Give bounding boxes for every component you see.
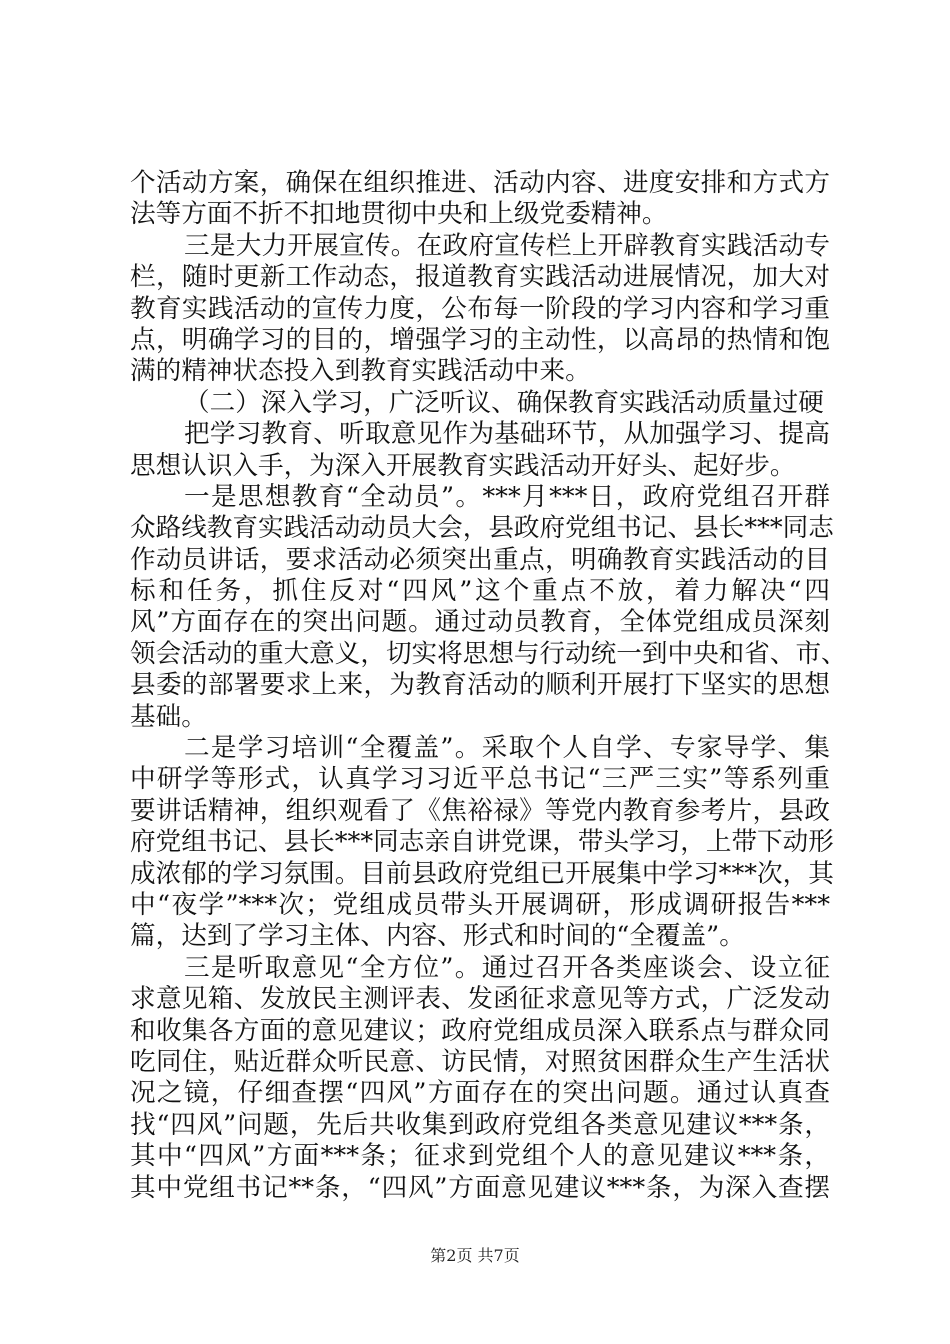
text-line: 求意见箱、发放民主测评表、发函征求意见等方式，广泛发动 <box>130 984 830 1015</box>
text-line: 府党组书记、县长***同志亲自讲党课，带头学习，上带下动形 <box>130 827 834 858</box>
text-line: 法等方面不折不扣地贯彻中央和上级党委精神。 <box>130 199 668 230</box>
text-line: 三是大力开展宣传。在政府宣传栏上开辟教育实践活动专 <box>184 230 830 261</box>
text-line: 作动员讲话，要求活动必须突出重点，明确教育实践活动的目 <box>130 544 830 575</box>
text-line: 况之镜，仔细查摆“四风”方面存在的突出问题。通过认真查 <box>130 1078 830 1109</box>
document-body <box>130 168 847 1204</box>
text-line: 栏，随时更新工作动态，报道教育实践活动进展情况，加大对 <box>130 262 830 293</box>
text-line: 中“夜学”***次；党组成员带头开展调研，形成调研报告*** <box>130 889 830 920</box>
text-line: 要讲话精神，组织观看了《焦裕禄》等党内教育参考片，县政 <box>130 795 830 826</box>
page-number-footer: 第2页 共7页 <box>430 1246 520 1265</box>
text-line: 教育实践活动的宣传力度，公布每一阶段的学习内容和学习重 <box>130 293 830 324</box>
text-line: （二）深入学习，广泛听议、确保教育实践活动质量过硬 <box>184 387 824 418</box>
text-line: 其中“四风”方面***条；征求到党组个人的意见建议***条， <box>130 1141 830 1172</box>
text-line: 篇，达到了学习主体、内容、形式和时间的“全覆盖”。 <box>130 921 745 952</box>
text-line: 把学习教育、听取意见作为基础环节，从加强学习、提高 <box>184 419 830 450</box>
text-line: 和收集各方面的意见建议；政府党组成员深入联系点与群众同 <box>130 1015 830 1046</box>
text-line: 三是听取意见“全方位”。通过召开各类座谈会、设立征 <box>184 952 830 983</box>
text-line: 基础。 <box>130 701 207 732</box>
text-line: 二是学习培训“全覆盖”。采取个人自学、专家导学、集 <box>184 733 830 764</box>
text-line: 满的精神状态投入到教育实践活动中来。 <box>130 356 591 387</box>
text-line: 个活动方案，确保在组织推进、活动内容、进度安排和方式方 <box>130 168 830 198</box>
text-line: 风”方面存在的突出问题。通过动员教育，全体党组成员深刻 <box>130 607 830 638</box>
text-line: 领会活动的重大意义，切实将思想与行动统一到中央和省、市、 <box>130 638 847 669</box>
text-line: 县委的部署要求上来，为教育活动的顺利开展打下坚实的思想 <box>130 670 830 701</box>
text-line: 找“四风”问题，先后共收集到政府党组各类意见建议***条， <box>130 1109 830 1140</box>
text-line: 一是思想教育“全动员”。***月***日，政府党组召开群 <box>184 481 830 512</box>
text-line: 吃同住，贴近群众听民意、访民情，对照贫困群众生产生活状 <box>130 1046 830 1077</box>
text-line: 其中党组书记**条，“四风”方面意见建议***条，为深入查摆 <box>130 1172 830 1203</box>
text-line: 中研学等形式，认真学习习近平总书记“三严三实”等系列重 <box>130 764 830 795</box>
text-line: 标和任务，抓住反对“四风”这个重点不放，着力解决“四 <box>130 576 830 607</box>
text-line: 思想认识入手，为深入开展教育实践活动开好头、起好步。 <box>130 450 796 481</box>
text-line: 成浓郁的学习氛围。目前县政府党组已开展集中学习***次，其 <box>130 858 834 889</box>
text-line: 众路线教育实践活动动员大会，县政府党组书记、县长***同志 <box>130 513 834 544</box>
text-line: 点，明确学习的目的，增强学习的主动性，以高昂的热情和饱 <box>130 324 830 355</box>
